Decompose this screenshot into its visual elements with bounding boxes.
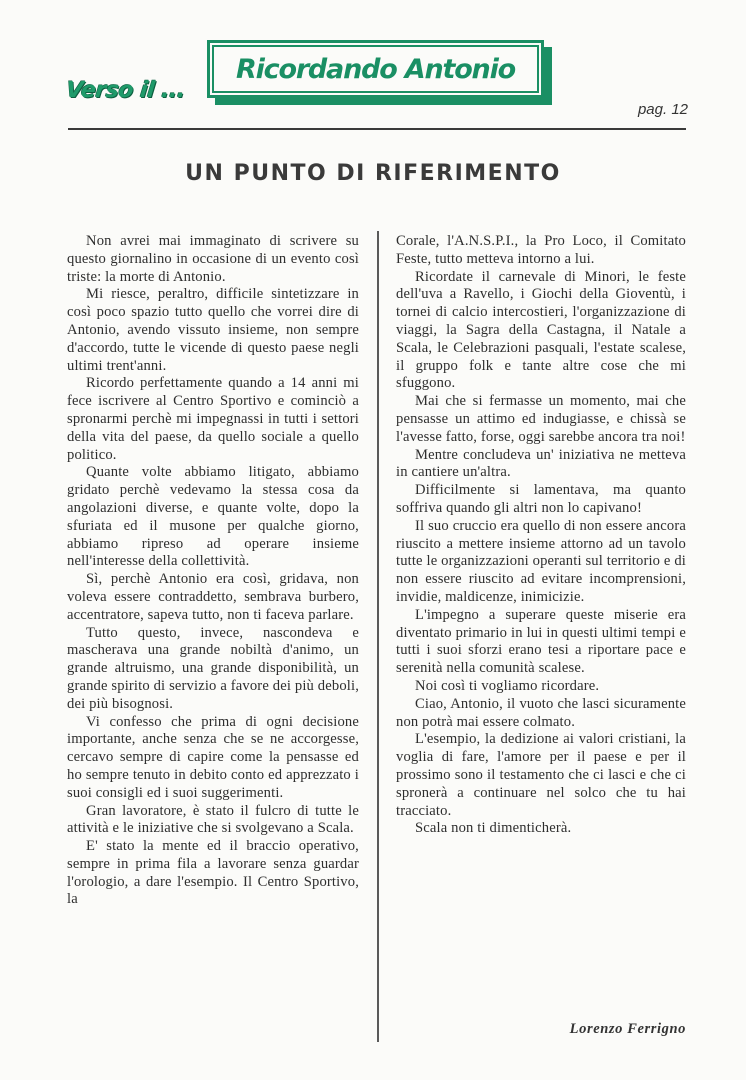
author-signature: Lorenzo Ferrigno <box>569 1021 686 1037</box>
paragraph: Mai che si fermasse un momento, mai che pensasse un attimo ed indugiasse, e chissà se l'avesse fatto, forse, oggi sarebbe ancora tra noi! <box>396 393 686 445</box>
article-headline: UN PUNTO DI RIFERIMENTO <box>185 161 561 186</box>
article-column-left <box>67 233 359 909</box>
paragraph: Non avrei mai immaginato di scrivere su questo giornalino in occasione di un evento così triste: la morte di Antonio. <box>67 233 359 285</box>
paragraph: Sì, perchè Antonio era così, gridava, non voleva essere contraddetto, sembrava burbero, accentratore, sapeva tutto, non ti faceva parlare. <box>67 571 359 623</box>
paragraph: Mentre concludeva un' iniziativa ne metteva in cantiere un'altra. <box>396 446 686 481</box>
paragraph: L'impegno a superare queste miserie era diventato primario in lui in questi ultimi tempi e tutti i suoi sforzi erano tesi a riportare pace e serenità nella comunità scalese. <box>396 606 686 677</box>
paragraph: Il suo cruccio era quello di non essere ancora riuscito a mettere insieme attorno ad un tavolo tutte le organizzazioni operanti sul territorio e di non essere riuscito ad evitare incomprensioni, invidie, maldicenze, inimicizie. <box>396 517 686 605</box>
paragraph-continuation: Corale, l'A.N.S.P.I., la Pro Loco, il Comitato Feste, tutto metteva intorno a lui. <box>396 233 686 267</box>
paragraph: L'esempio, la dedizione ai valori cristiani, la voglia di fare, l'amore per il paese e per il prossimo sono il testamento che ci lasci e che ci spronerà a continuare nel solco che tu hai tracciato. <box>396 731 686 819</box>
paragraph: E' stato la mente ed il braccio operativo, sempre in prima fila a lavorare senza guardar l'orologio, a dare l'esempio. Il Centro Sportivo, la <box>67 838 359 908</box>
logo-banner <box>207 40 544 98</box>
paragraph: Gran lavoratore, è stato il fulcro di tutte le attività e le iniziative che si svolgevano a Scala. <box>67 802 359 837</box>
header-rule <box>68 128 686 130</box>
paragraph: Ricordate il carnevale di Minori, le feste dell'uva a Ravello, i Giochi della Gioventù, i tornei di calcio intercostieri, l'organizzazione di viaggi, la Sagra della Castagna, il Natale a Scala, le Celebrazioni pasquali, l'estate scalese, il gruppo folk e tante altre cose che mi sfuggono. <box>396 268 686 392</box>
series-label: Verso il ... <box>64 78 187 103</box>
paragraph: Mi riesce, peraltro, difficile sintetizzare in così poco spazio tutto quello che vorrei dire di Antonio, avendo vissuto insieme, non sempre d'accordo, tutte le vicende di questo paese negli ultimi trent'anni. <box>67 286 359 374</box>
paragraph: Tutto questo, invece, nascondeva e mascherava una grande nobiltà d'animo, un grande altruismo, una grande disponibilità, un grande spirito di servizio a favore dei più deboli, dei più bisognosi. <box>67 624 359 712</box>
paragraph: Quante volte abbiamo litigato, abbiamo gridato perchè vedevamo la stessa cosa da angolazioni diverse, e quante volte, dopo la sfuriata ed il musone per qualche giorno, abbiamo ripreso ad operare insieme nell'interesse della collettività. <box>67 464 359 570</box>
page-number: pag. 12 <box>637 101 688 118</box>
paragraph: Difficilmente si lamentava, ma quanto soffriva quando gli altri non lo capivano! <box>396 482 686 516</box>
paragraph: Ciao, Antonio, il vuoto che lasci sicuramente non potrà mai essere colmato. <box>396 695 686 730</box>
article-column-right <box>396 233 686 838</box>
column-divider <box>377 231 379 1042</box>
logo-title: Ricordando Antonio <box>236 53 515 85</box>
logo-frame <box>207 40 544 98</box>
paragraph: Noi così ti vogliamo ricordare. <box>415 677 600 694</box>
paragraph: Ricordo perfettamente quando a 14 anni mi fece iscrivere al Centro Sportivo e cominciò a spronarmi perchè mi impegnassi in tutti i settori della vita del paese, da quello sociale a quello politico. <box>67 375 359 463</box>
paragraph: Scala non ti dimenticherà. <box>415 820 572 837</box>
paragraph: Vi confesso che prima di ogni decisione importante, anche senza che se ne accorgesse, cercavo sempre di capire come la pensasse ed ho sempre tenuto in debito conto ed apprezzato i suoi consigli ed i suoi suggerimenti. <box>67 713 359 801</box>
